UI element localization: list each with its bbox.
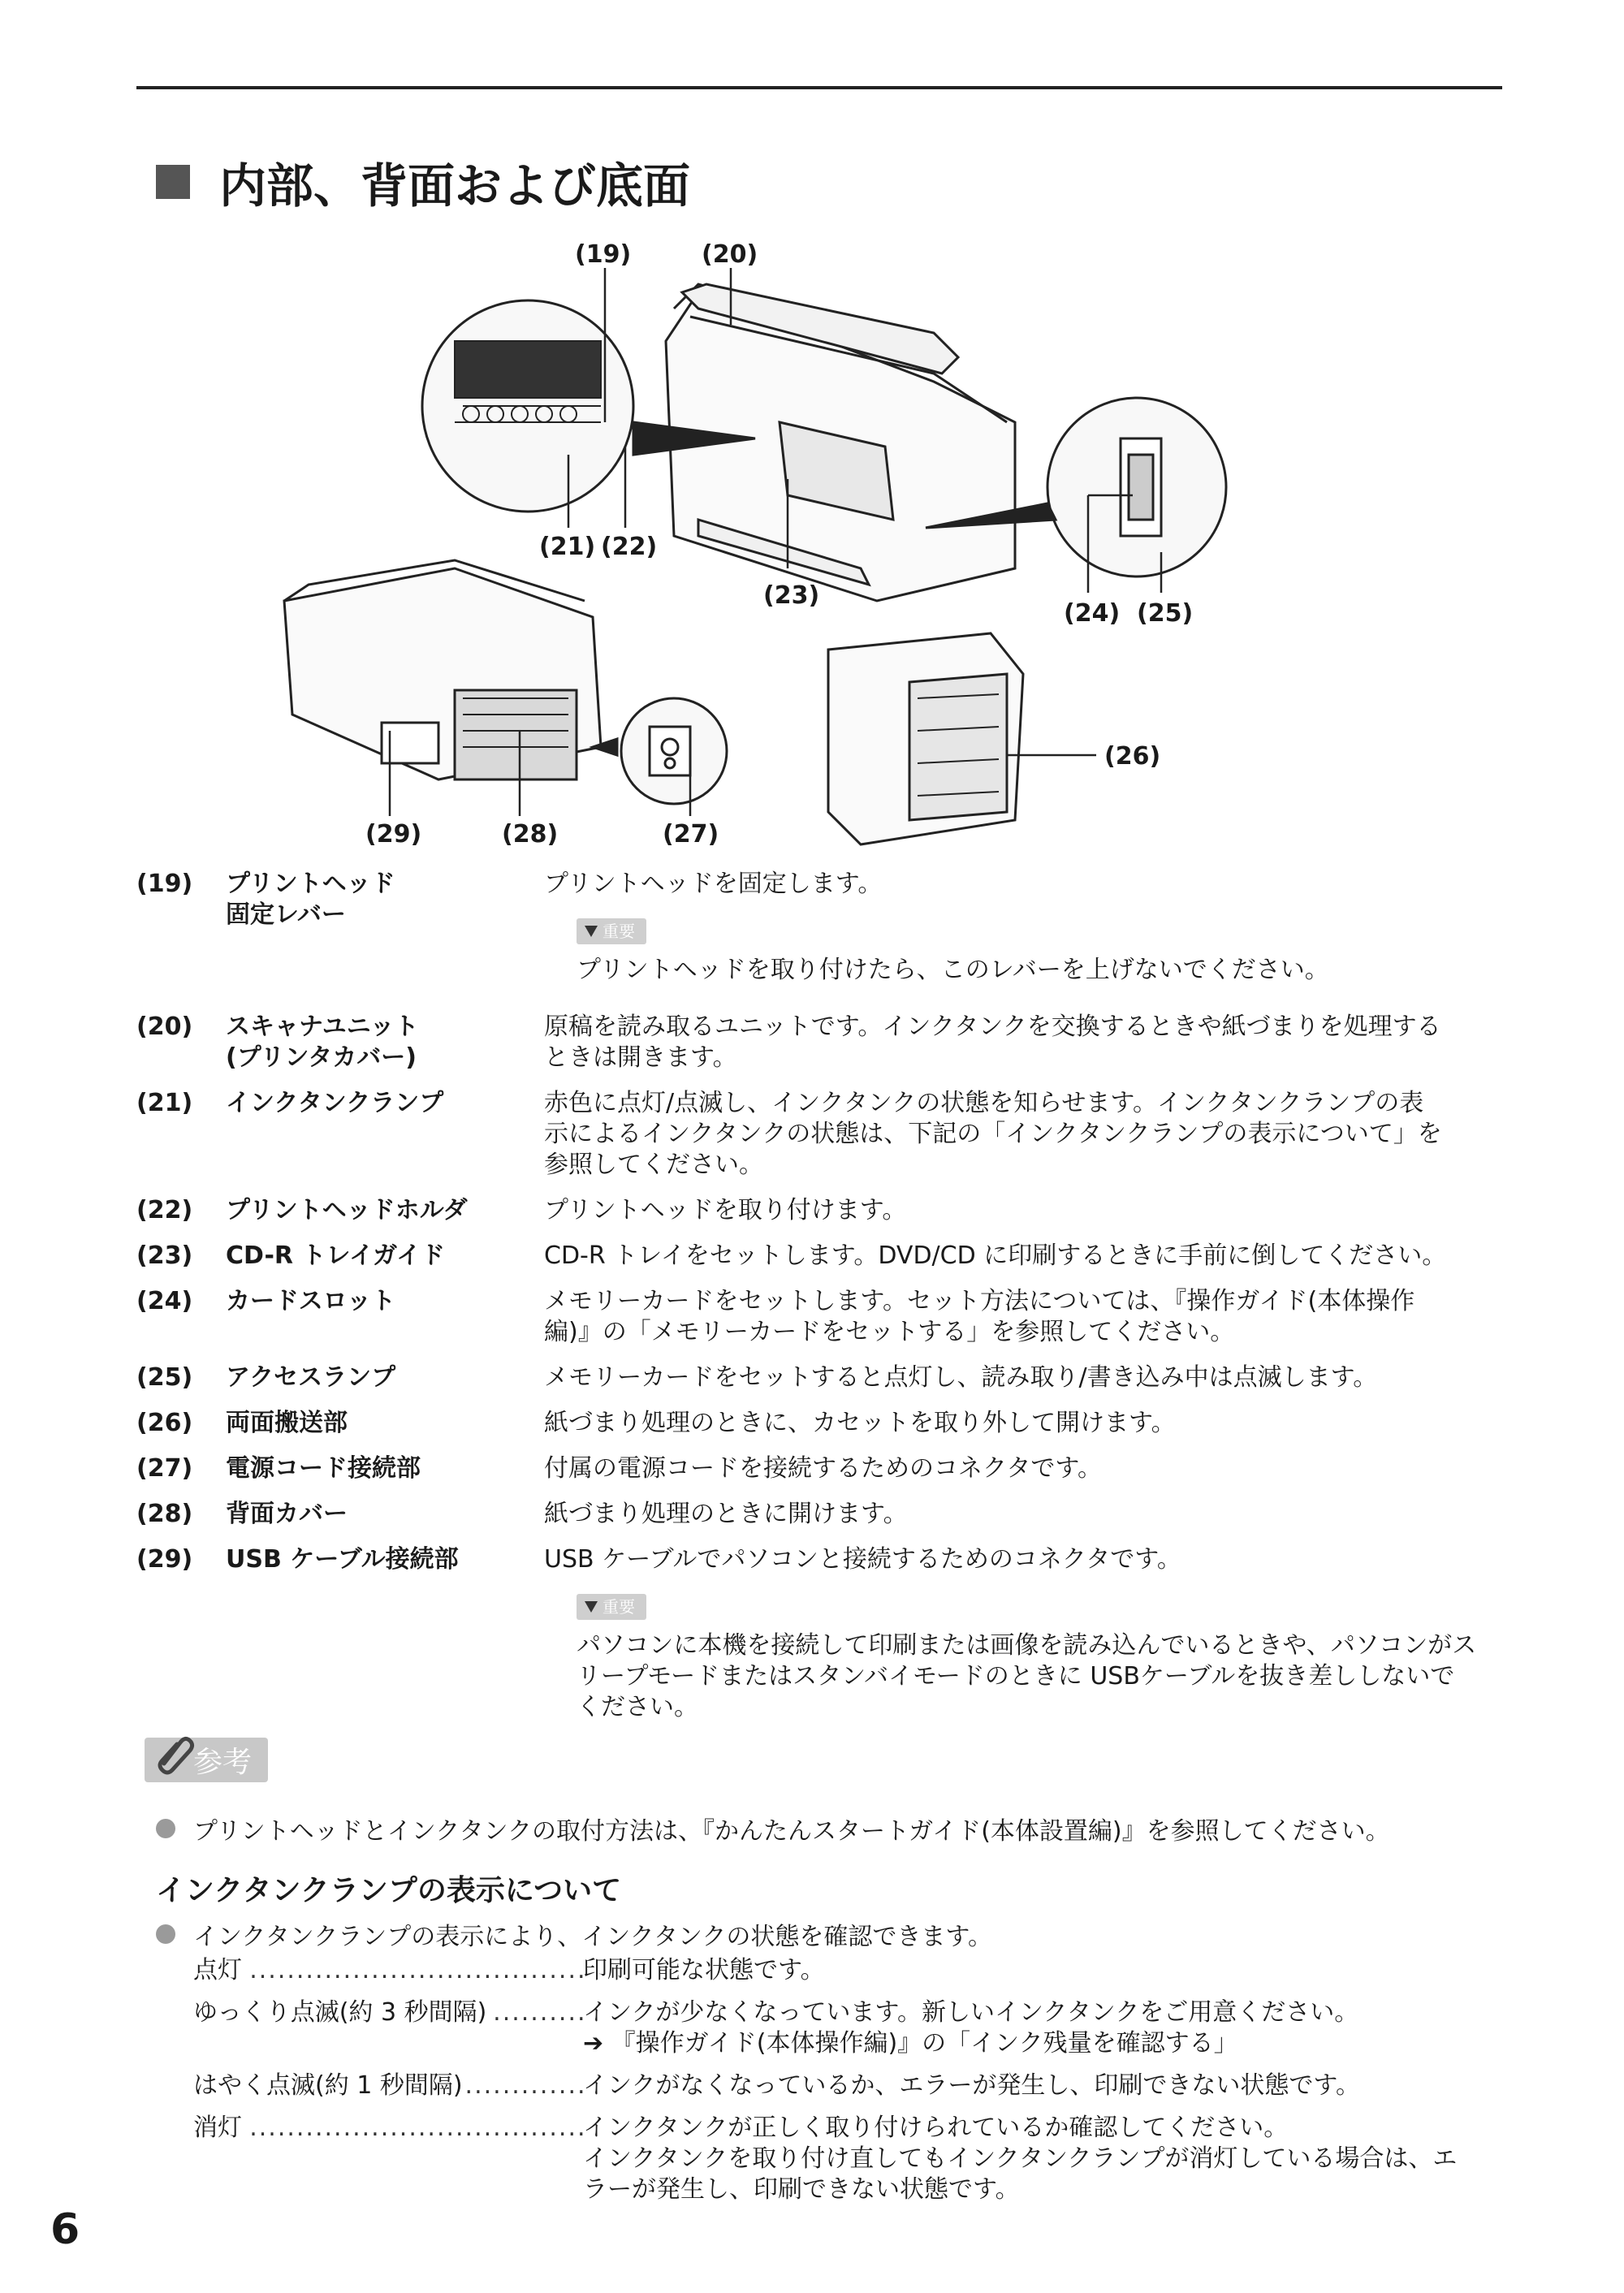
callout-28: (28): [502, 820, 559, 849]
part-row: [136, 1088, 1517, 1181]
part-name: CD-R トレイガイド: [226, 1242, 446, 1270]
paperclip-icon: [153, 1731, 197, 1775]
lamp-status-table: [193, 1955, 1457, 2217]
part-name: 電源コード接続部: [226, 1454, 421, 1483]
part-row: [136, 1408, 1517, 1439]
lamp-intro-text: インクタンクランプの表示により、インクタンクの状態を確認できます。: [193, 1923, 992, 1951]
part-row: [136, 1544, 1517, 1734]
lamp-desc: インクが少なくなっています。新しいインクタンクをご用意ください。 ➔ 『操作ガイド(本体操作編)』の「インク残量を確認する」: [583, 1998, 1359, 2058]
lamp-desc: 印刷可能な状態です。: [583, 1956, 825, 1984]
printer-illustration: [0, 0, 1624, 861]
callout-20: (20): [702, 240, 758, 269]
part-number: (21): [136, 1089, 193, 1117]
bullet-icon: [156, 1819, 175, 1838]
part-description: プリントヘッドを固定します。: [544, 870, 883, 898]
lamp-state: はやく点滅(約 1 秒間隔) .....: [193, 2071, 583, 2101]
part-name: プリントヘッド 固定レバー: [226, 870, 395, 929]
part-description: プリントヘッドを取り付けます。: [544, 1196, 907, 1224]
note-bullet-text: プリントヘッドとインクタンクの取付方法は、『かんたんスタートガイド(本体設置編)』を参照してください。: [193, 1817, 1390, 1846]
lamp-intro: [156, 1916, 992, 1952]
important-note: [577, 1590, 1486, 1723]
bullet-icon: [156, 1924, 175, 1944]
callout-25: (25): [1137, 599, 1194, 628]
callout-27: (27): [663, 820, 719, 849]
callout-29: (29): [365, 820, 422, 849]
part-description: 紙づまり処理のときに開けます。: [544, 1500, 908, 1528]
part-row: [136, 1286, 1517, 1348]
part-number: (19): [136, 870, 193, 898]
part-name: USB ケーブル接続部: [226, 1545, 459, 1574]
note-badge-label: 参考: [193, 1746, 253, 1779]
part-number: (25): [136, 1363, 193, 1392]
part-number: (27): [136, 1454, 193, 1483]
part-row: [136, 1362, 1517, 1393]
part-number: (26): [136, 1409, 193, 1437]
part-description: 赤色に点灯/点滅し、インクタンクの状態を知らせます。インクタンクランプの表 示によるインクタンクの状態は、下記の「インクタンクランプの表示について」を 参照してください。: [544, 1089, 1442, 1179]
section-title-text: 内部、背面および底面: [219, 158, 691, 214]
important-badge: 重要: [577, 918, 646, 944]
part-name: インクタンクランプ: [226, 1089, 444, 1117]
part-row: [136, 1012, 1517, 1073]
callout-19: (19): [575, 240, 632, 269]
parts-list: [136, 869, 1517, 1749]
important-text: パソコンに本機を接続して印刷または画像を読み込んでいるときや、パソコンがス リープモードまたはスタンバイモードのときに USBケーブルを抜き差ししないで ください。: [577, 1631, 1477, 1721]
part-number: (23): [136, 1242, 193, 1270]
important-badge: 重要: [577, 1594, 646, 1620]
important-icon: [585, 926, 598, 937]
part-number: (29): [136, 1545, 193, 1574]
part-number: (24): [136, 1287, 193, 1315]
callout-23: (23): [763, 581, 820, 610]
callout-22: (22): [601, 533, 658, 561]
part-number: (20): [136, 1013, 193, 1041]
part-description: 原稿を読み取るユニットです。インクタンクを交換するときや紙づまりを処理する ときは開きます。: [544, 1013, 1441, 1072]
lamp-state: 消灯 .....: [193, 2113, 583, 2205]
part-name: プリントヘッドホルダ: [226, 1196, 468, 1224]
part-description: 紙づまり処理のときに、カセットを取り外して開けます。: [544, 1409, 1176, 1437]
part-description: 付属の電源コードを接続するためのコネクタです。: [544, 1454, 1102, 1483]
part-row: [136, 869, 1517, 997]
lamp-desc: インクがなくなっているか、エラーが発生し、印刷できない状態です。: [583, 2071, 1360, 2100]
part-description: CD-R トレイをセットします。DVD/CD に印刷するときに手前に倒してください。: [544, 1242, 1447, 1270]
part-name: カードスロット: [226, 1287, 396, 1315]
part-name: 背面カバー: [226, 1500, 348, 1528]
part-description: USB ケーブルでパソコンと接続するためのコネクタです。: [544, 1545, 1181, 1574]
lamp-row: [193, 2113, 1457, 2205]
callout-24: (24): [1064, 599, 1121, 628]
part-name: アクセスランプ: [226, 1363, 396, 1392]
part-name: スキャナユニット (プリンタカバー): [226, 1013, 419, 1072]
lamp-state: ゆっくり点滅(約 3 秒間隔) .....: [193, 1997, 583, 2059]
lamp-row: [193, 1997, 1457, 2059]
part-row: [136, 1241, 1517, 1272]
lamp-row: [193, 2071, 1457, 2101]
callout-26: (26): [1104, 742, 1161, 771]
lamp-state: 点灯 .....: [193, 1955, 583, 1986]
part-name: 両面搬送部: [226, 1409, 348, 1437]
part-row: [136, 1499, 1517, 1530]
part-description: メモリーカードをセットします。セット方法については、『操作ガイド(本体操作 編)』の「メモリーカードをセットする」を参照してください。: [544, 1287, 1415, 1346]
page-number: 6: [50, 2205, 80, 2254]
important-text: プリントヘッドを取り付けたら、このレバーを上げないでください。: [577, 956, 1329, 984]
note-header: [145, 1738, 268, 1782]
part-number: (22): [136, 1196, 193, 1224]
note-badge: [145, 1738, 268, 1782]
lamp-row: [193, 1955, 1457, 1986]
lamp-section-heading: インクタンクランプの表示について: [156, 1874, 622, 1907]
part-description: メモリーカードをセットすると点灯し、読み取り/書き込み中は点滅します。: [544, 1363, 1378, 1392]
note-bullet: [156, 1811, 1390, 1846]
important-icon: [585, 1601, 598, 1613]
part-row: [136, 1195, 1517, 1226]
callout-21: (21): [539, 533, 596, 561]
part-row: [136, 1453, 1517, 1484]
lamp-desc: インクタンクが正しく取り付けられているか確認してください。 インクタンクを取り付け直してもインクタンクランプが消灯している場合は、エ ラーが発生し、印刷できない状態です。: [583, 2114, 1458, 2204]
part-number: (28): [136, 1500, 193, 1528]
important-note: [577, 914, 1486, 986]
